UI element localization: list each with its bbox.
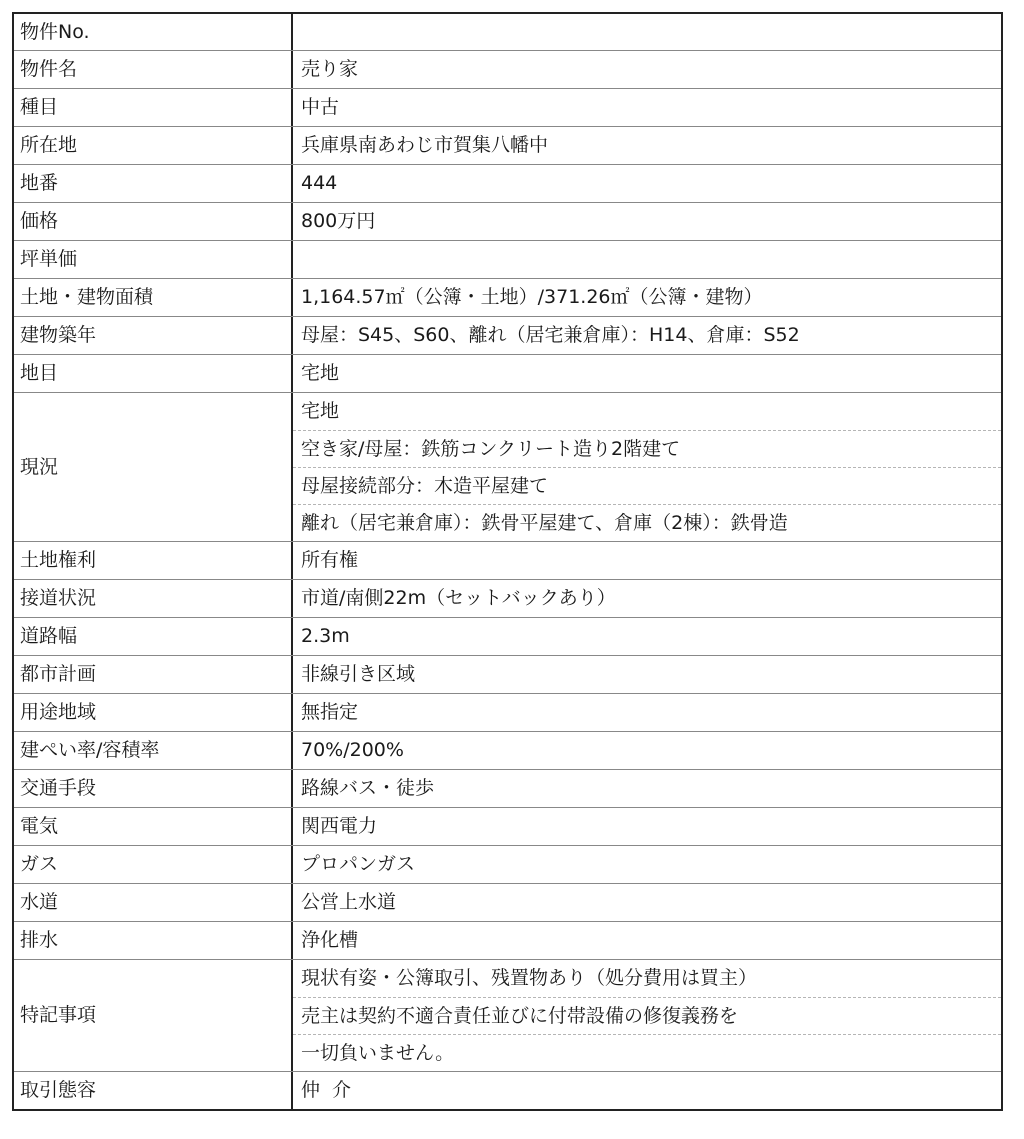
label-price-per-tsubo: 坪単価 [14,241,293,278]
label-location: 所在地 [14,127,293,164]
row-location [14,126,1001,164]
row-special-notes [14,959,1001,1071]
row-drainage [14,921,1001,959]
value-property-number [293,14,1001,50]
value-transportation [293,770,1001,807]
value-lot-number [293,165,1001,202]
value-electricity [293,808,1001,845]
value-line: 宅地 [301,362,340,384]
value-line: 中古 [301,96,340,118]
value-special-notes [293,960,1001,1071]
row-water [14,883,1001,921]
label-road-access: 接道状況 [14,580,293,617]
value-line: 浄化槽 [301,929,359,951]
value-coverage-ratio [293,732,1001,769]
label-city-planning: 都市計画 [14,656,293,693]
label-building-year: 建物築年 [14,317,293,354]
label-area: 土地・建物面積 [14,279,293,316]
label-transaction-type: 取引態容 [14,1072,293,1109]
value-line: 1,164.57㎡（公簿・土地）/371.26㎡（公簿・建物） [301,286,763,308]
row-area [14,278,1001,316]
value-line: 母屋接続部分：木造平屋建て [293,467,1001,504]
value-building-year [293,317,1001,354]
value-line: 一切負いません。 [293,1034,1001,1071]
value-city-planning [293,656,1001,693]
label-water: 水道 [14,884,293,921]
value-line: 800万円 [301,210,376,232]
label-zoning: 用途地域 [14,694,293,731]
value-price-per-tsubo [293,241,1001,278]
row-property-name [14,50,1001,88]
value-line: 関西電力 [301,815,378,837]
value-category [293,89,1001,126]
row-electricity [14,807,1001,845]
value-line: 路線バス・徒歩 [301,777,435,799]
label-special-notes: 特記事項 [14,960,293,1071]
label-category: 種目 [14,89,293,126]
row-transaction-type [14,1071,1001,1109]
value-line: プロパンガス [301,853,416,875]
row-zoning [14,693,1001,731]
row-coverage-ratio [14,731,1001,769]
value-location [293,127,1001,164]
property-info-table [12,12,1003,1111]
value-line: 仲介 [301,1079,364,1101]
value-line: 売り家 [301,58,359,80]
row-property-number [14,14,1001,50]
row-road-access [14,579,1001,617]
label-gas: ガス [14,846,293,883]
value-road-access [293,580,1001,617]
value-water [293,884,1001,921]
label-coverage-ratio: 建ぺい率/容積率 [14,732,293,769]
value-transaction-type [293,1072,1001,1109]
value-line [293,241,1001,278]
value-line: 離れ（居宅兼倉庫）：鉄骨平屋建て、倉庫（2棟）：鉄骨造 [293,504,1001,541]
value-current-status [293,393,1001,541]
value-line: 無指定 [301,701,359,723]
row-road-width [14,617,1001,655]
row-city-planning [14,655,1001,693]
label-land-category: 地目 [14,355,293,392]
value-line: 空き家/母屋：鉄筋コンクリート造り2階建て [293,430,1001,467]
value-line: 444 [301,172,338,194]
value-drainage [293,922,1001,959]
value-line: 宅地 [301,400,340,422]
label-transportation: 交通手段 [14,770,293,807]
value-line: 現状有姿・公簿取引、残置物あり（処分費用は買主） [301,967,758,989]
label-drainage: 排水 [14,922,293,959]
value-line: 所有権 [301,549,359,571]
row-price-per-tsubo [14,240,1001,278]
value-road-width [293,618,1001,655]
value-land-rights [293,542,1001,579]
label-land-rights: 土地権利 [14,542,293,579]
value-line [293,14,1001,50]
value-zoning [293,694,1001,731]
value-price [293,203,1001,240]
value-line: 非線引き区域 [301,663,416,685]
value-line: 売主は契約不適合責任並びに付帯設備の修復義務を [293,997,1001,1034]
label-current-status: 現況 [14,393,293,541]
value-line: 兵庫県南あわじ市賀集八幡中 [301,134,549,156]
row-current-status [14,392,1001,541]
value-property-name [293,51,1001,88]
label-property-number: 物件No. [14,14,293,50]
row-price [14,202,1001,240]
row-category [14,88,1001,126]
value-line: 70%/200% [301,739,404,761]
label-price: 価格 [14,203,293,240]
label-lot-number: 地番 [14,165,293,202]
value-line: 母屋：S45、S60、離れ（居宅兼倉庫）：H14、倉庫：S52 [301,324,800,346]
label-electricity: 電気 [14,808,293,845]
row-transportation [14,769,1001,807]
value-land-category [293,355,1001,392]
value-area [293,279,1001,316]
row-building-year [14,316,1001,354]
label-property-name: 物件名 [14,51,293,88]
label-road-width: 道路幅 [14,618,293,655]
row-gas [14,845,1001,883]
row-land-category [14,354,1001,392]
row-land-rights [14,541,1001,579]
value-line: 2.3m [301,625,350,647]
value-gas [293,846,1001,883]
value-line: 公営上水道 [301,891,397,913]
value-line: 市道/南側22m（セットバックあり） [301,587,616,609]
row-lot-number [14,164,1001,202]
